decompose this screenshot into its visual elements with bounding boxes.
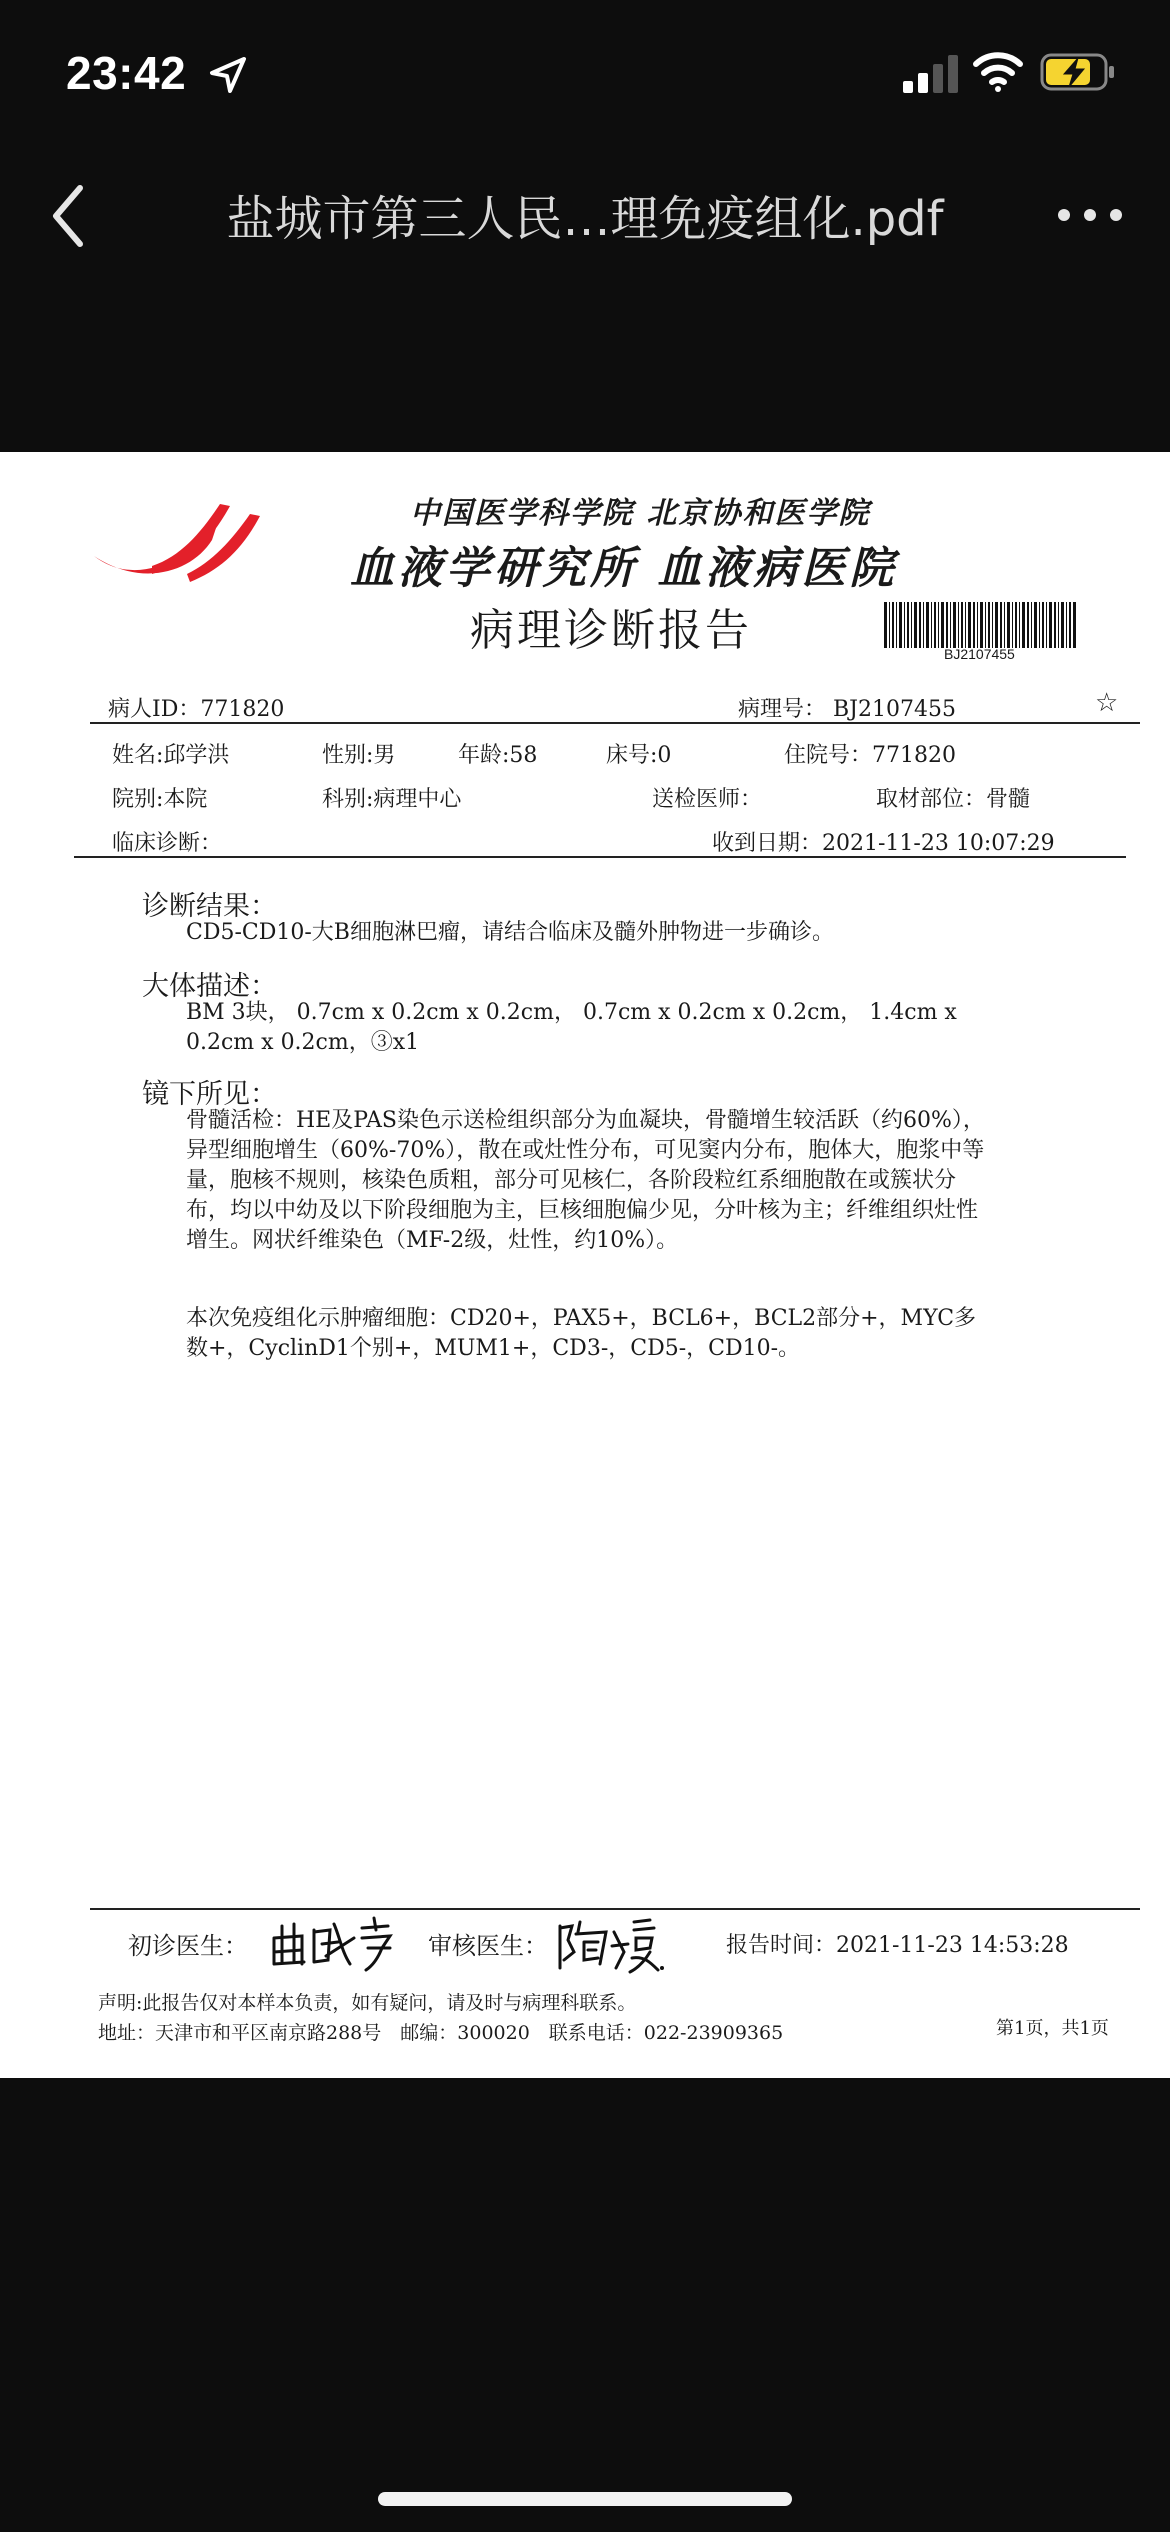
divider — [74, 856, 1126, 858]
nav-bar — [0, 150, 1170, 450]
battery-charging-icon — [1040, 52, 1116, 92]
clinical-diagnosis: 临床诊断： — [112, 831, 223, 856]
gross-text: BM 3块， 0.7cm x 0.2cm x 0.2cm， 0.7cm x 0.2cm x 0.2cm， 1.4cm x 0.2cm x 0.2cm，③x1 — [186, 1000, 957, 1055]
hospital-logo-icon — [92, 496, 262, 586]
pathology-number: 病理号： BJ2107455 — [738, 697, 956, 722]
home-indicator[interactable] — [378, 2492, 792, 2506]
patient-age: 年龄:58 — [458, 743, 538, 768]
patient-gender: 性别:男 — [322, 743, 396, 768]
admission-number: 住院号：771820 — [784, 743, 956, 768]
disclaimer: 声明:此报告仅对本样本负责，如有疑问，请及时与病理科联系。 — [98, 1992, 637, 2014]
status-time: 23:42 — [66, 47, 187, 99]
cellular-signal-icon — [903, 55, 959, 93]
diagnosis-heading: 诊断结果： — [142, 891, 277, 922]
bed-number: 床号:0 — [606, 743, 672, 768]
received-date: 收到日期：2021-11-23 10:07:29 — [712, 831, 1055, 856]
star-icon[interactable]: ☆ — [1095, 688, 1119, 718]
document-title: 盐城市第三人民…理免疫组化.pdf — [226, 191, 944, 247]
submitting-doctor: 送检医师： — [652, 787, 763, 812]
report-title: 病理诊断报告 — [470, 605, 752, 656]
initial-doctor-label: 初诊医生： — [128, 1932, 248, 1960]
address: 地址：天津市和平区南京路288号 邮编：300020 联系电话：022-23909365 — [98, 2022, 784, 2044]
patient-name: 姓名:邱学洪 — [112, 743, 230, 768]
pdf-page[interactable] — [0, 452, 1170, 2078]
department: 科别:病理中心 — [322, 787, 462, 812]
gross-heading: 大体描述： — [142, 971, 277, 1002]
location-arrow-icon — [208, 55, 248, 95]
barcode-number: BJ2107455 — [944, 646, 1015, 662]
institution-line-1: 中国医学科学院 北京协和医学院 — [410, 496, 871, 531]
review-doctor-label: 审核医生： — [428, 1932, 548, 1960]
report-time: 报告时间：2021-11-23 14:53:28 — [726, 1933, 1069, 1958]
initial-doctor-signature — [268, 1908, 396, 1978]
microscopic-text: 骨髓活检：HE及PAS染色示送检组织部分为血凝块，骨髓增生较活跃（约60%），异型细胞增生（60%-70%），散在或灶性分布，可见窦内分布，胞体大，胞浆中等量，胞核不规则，核染色质粗，部分可见核仁，各阶段粒红系细胞散在或簇状分布，均以中幼及以下阶段细胞为主，巨核细胞偏少见，分叶核为主；纤维组织灶性增生。网状纤维染色（MF-2级，灶性，约10%）。 — [186, 1108, 985, 1253]
review-doctor-signature — [554, 1908, 666, 1978]
more-options-button[interactable] — [1050, 190, 1130, 240]
sample-site: 取材部位：骨髓 — [876, 787, 1031, 812]
patient-id: 病人ID：771820 — [108, 697, 285, 722]
wifi-icon — [973, 50, 1023, 92]
back-button[interactable] — [40, 176, 100, 256]
status-bar — [0, 0, 1170, 150]
microscopic-heading: 镜下所见： — [142, 1079, 277, 1110]
divider — [90, 722, 1140, 724]
barcode-image — [884, 602, 1076, 648]
diagnosis-text: CD5-CD10-大B细胞淋巴瘤，请结合临床及髓外肿物进一步确诊。 — [186, 920, 834, 945]
hospital-branch: 院别:本院 — [112, 787, 208, 812]
page-info: 第1页，共1页 — [996, 2018, 1109, 2039]
immunohistochemistry-text: 本次免疫组化示肿瘤细胞：CD20+，PAX5+，BCL6+，BCL2部分+，MYC多数+，CyclinD1个别+，MUM1+，CD3-，CD5-，CD10-。 — [186, 1306, 977, 1361]
institution-line-2: 血液学研究所 血液病医院 — [350, 543, 898, 594]
